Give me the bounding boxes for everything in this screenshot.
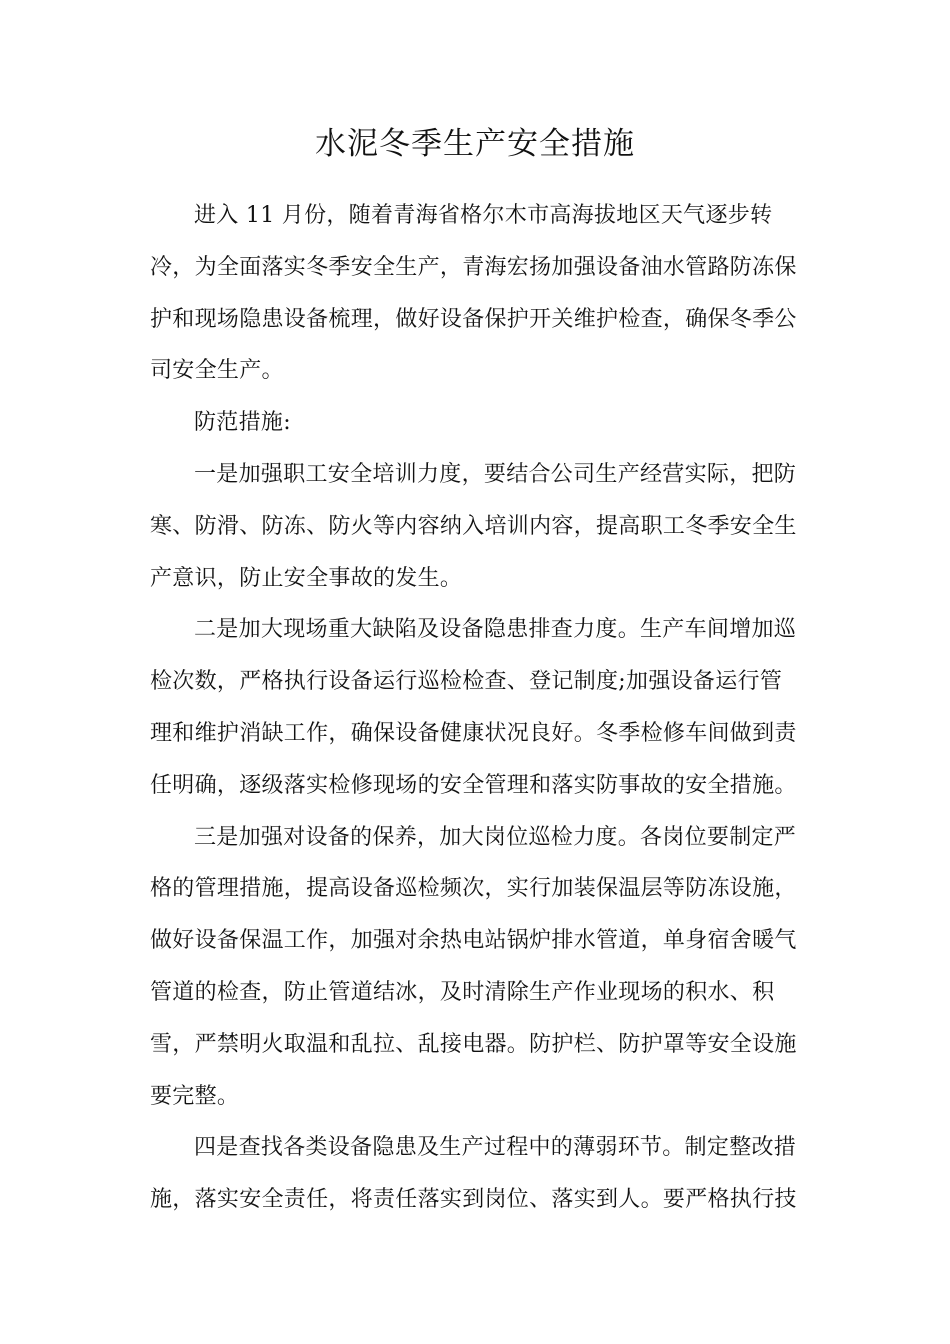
paragraph-4-line-5: 雪，严禁明火取温和乱拉、乱接电器。防护栏、防护罩等安全设施 [150,1031,797,1057]
paragraph-4-line-3: 做好设备保温工作，加强对余热电站锅炉排水管道，单身宿舍暖气 [150,928,797,954]
section-heading-measures: 防范措施: [194,410,291,436]
document-title: 水泥冬季生产安全措施 [315,126,635,162]
document-body [150,190,802,1226]
paragraph-2-line-2: 寒、防滑、防冻、防火等内容纳入培训内容，提高职工冬季安全生 [150,513,797,539]
paragraph-1-line-2: 冷，为全面落实冬季安全生产，青海宏扬加强设备油水管路防冻保 [150,254,797,280]
paragraph-3-line-3: 理和维护消缺工作，确保设备健康状况良好。冬季检修车间做到责 [150,720,797,746]
paragraph-4-line-2: 格的管理措施，提高设备巡检频次，实行加装保温层等防冻设施， [150,876,797,902]
paragraph-5-line-1: 四是查找各类设备隐患及生产过程中的薄弱环节。制定整改措 [194,1135,797,1161]
paragraph-3-line-2: 检次数，严格执行设备运行巡检检查、登记制度;加强设备运行管 [150,669,783,695]
paragraph-3-line-4: 任明确，逐级落实检修现场的安全管理和落实防事故的安全措施。 [150,772,797,798]
paragraph-4-line-1: 三是加强对设备的保养，加大岗位巡检力度。各岗位要制定严 [194,824,797,850]
paragraph-1-line-3: 护和现场隐患设备梳理，做好设备保护开关维护检查，确保冬季公 [150,306,797,332]
paragraph-1-line-1: 进入 11 月份，随着青海省格尔木市高海拔地区天气逐步转 [194,203,773,228]
paragraph-4-line-4: 管道的检查，防止管道结冰，及时清除生产作业现场的积水、积 [150,979,775,1005]
paragraph-2-line-1: 一是加强职工安全培训力度，要结合公司生产经营实际，把防 [194,461,797,487]
paragraph-5-line-2: 施，落实安全责任，将责任落实到岗位、落实到人。要严格执行技 [150,1187,797,1213]
paragraph-2-line-3: 产意识，防止安全事故的发生。 [150,565,463,591]
paragraph-4-line-6: 要完整。 [150,1083,240,1109]
paragraph-3-line-1: 二是加大现场重大缺陷及设备隐患排查力度。生产车间增加巡 [194,617,797,643]
paragraph-1-line-4: 司安全生产。 [150,358,284,384]
